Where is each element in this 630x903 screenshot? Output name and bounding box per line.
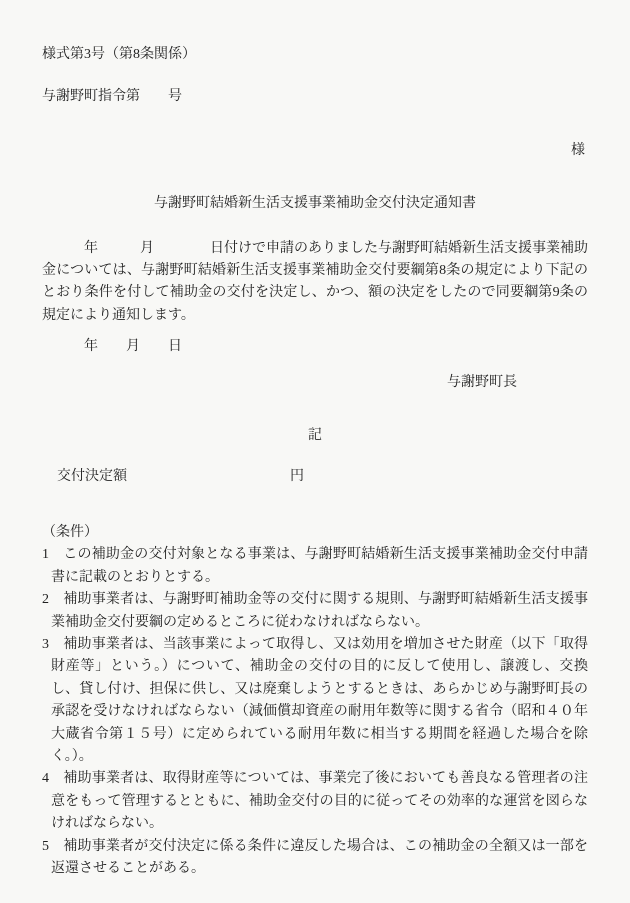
- issue-date-line: 年 月 日: [42, 339, 182, 355]
- mayor-title: 与謝野町長: [447, 374, 517, 390]
- conditions-list: [42, 544, 588, 880]
- condition-item-4: 4 補助事業者は、取得財産等については、事業完了後においても善良なる管理者の注意をもって管理するとともに、補助金交付の目的に従ってその効率的な運営を図らなければならない。: [42, 771, 588, 832]
- conditions-label: （条件）: [42, 524, 98, 540]
- document-title: 与謝野町結婚新生活支援事業補助金交付決定通知書: [154, 196, 476, 212]
- condition-item-2: 2 補助事業者は、与謝野町補助金等の交付に関する規則、与謝野町結婚新生活支援事業補助金交付要綱の定めるところに従わなければならない。: [42, 592, 588, 630]
- condition-item-3: 3 補助事業者は、当該事業によって取得し、又は効用を増加させた財産（以下「取得財産等」という。）について、補助金の交付の目的に反して使用し、譲渡し、交換し、貸し付け、担保に供し、又は廃棄しようとするときは、あらかじめ与謝野町長の承認を受けなければならない（減価償却資産の耐用年数等に関する省令（昭和４０年大蔵省令第１５号）に定められている耐用年数に相当する期間を経過した場合を除く。）。: [42, 636, 588, 764]
- directive-number-line: 与謝野町指令第 号: [42, 89, 182, 105]
- mayor-signature-line: [42, 372, 588, 394]
- grant-amount-unit: 円: [290, 469, 304, 485]
- addressee-honorific: 様: [571, 142, 585, 158]
- addressee-line: [42, 140, 588, 162]
- opening-paragraph: 年 月 日付けで申請のありました与謝野町結婚新生活支援事業補助金については、与謝野町結婚新生活支援事業補助金交付要綱第8条の規定により下記のとおり条件を付して補助金の交付を決定し、かつ、額の決定をしたので同要綱第9条の規定により通知します。: [42, 240, 588, 323]
- form-number-note: 様式第3号（第8条関係）: [42, 47, 196, 62]
- grant-amount-label: 交付決定額: [57, 469, 127, 485]
- ki-section-marker: 記: [308, 428, 322, 444]
- grant-amount-blank-field: [127, 466, 290, 480]
- condition-item-1: 1 この補助金の交付対象となる事業は、与謝野町結婚新生活支援事業補助金交付申請書に記載のとおりとする。: [42, 547, 588, 585]
- grant-amount-line: [42, 466, 588, 488]
- condition-item-5: 5 補助事業者が交付決定に係る条件に違反した場合は、この補助金の全額又は一部を返還させることがある。: [42, 838, 588, 876]
